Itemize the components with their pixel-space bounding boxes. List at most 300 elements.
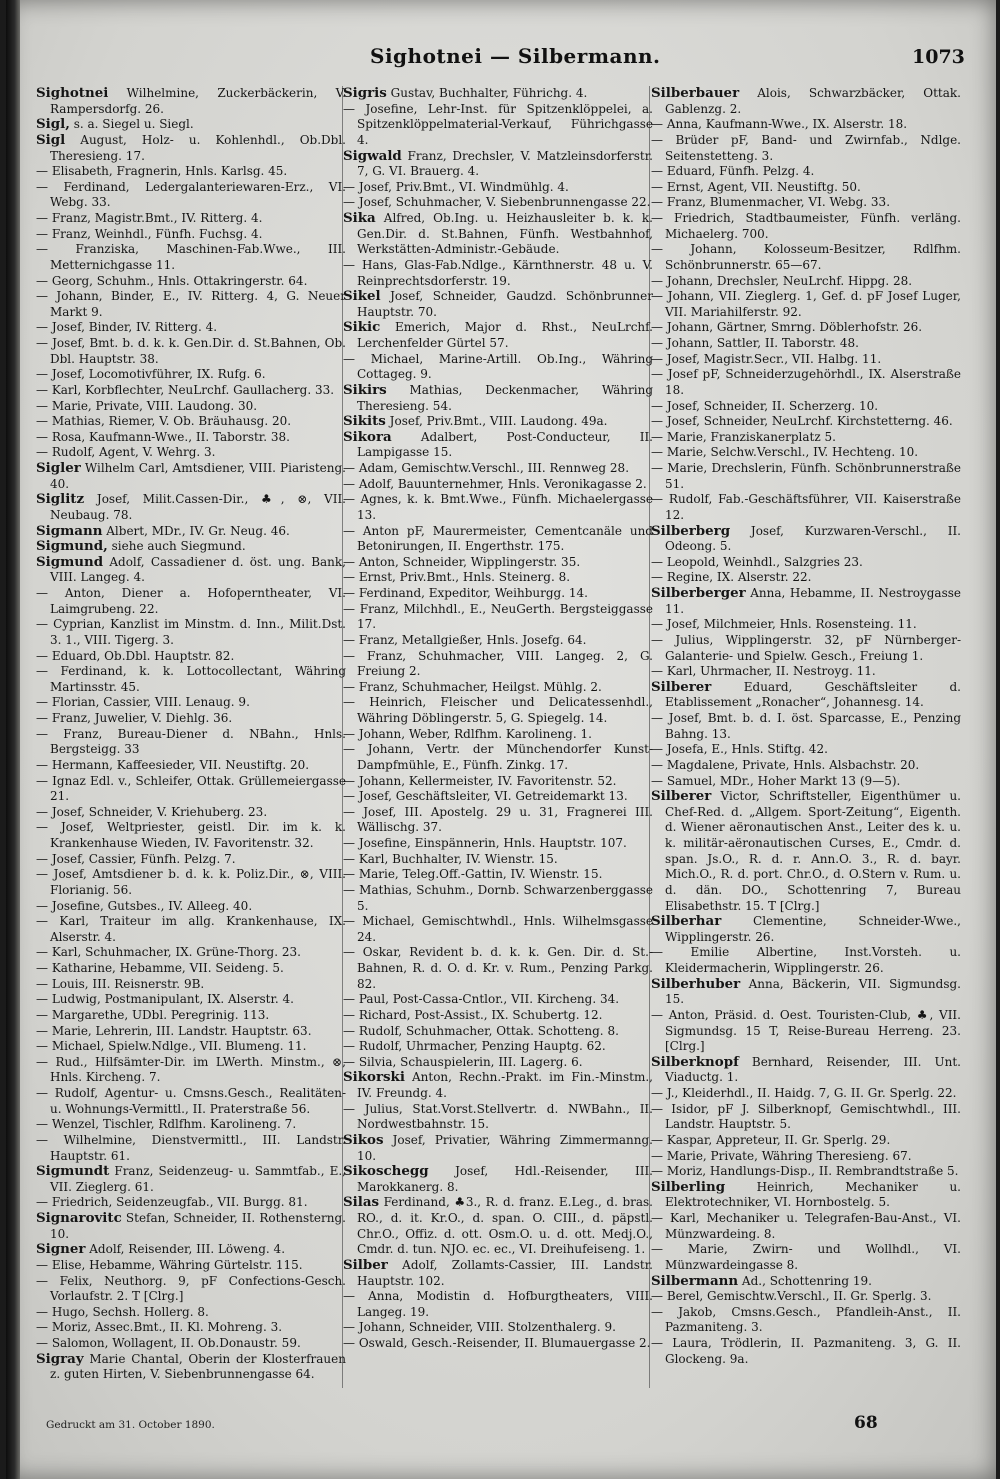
entry-surname: Sigmann bbox=[36, 522, 103, 539]
directory-entry bbox=[343, 602, 653, 633]
entry-text: — Josef, Binder, IV. Ritterg. 4. bbox=[36, 320, 218, 335]
entry-surname: Sikora bbox=[343, 428, 392, 445]
directory-entry bbox=[651, 711, 961, 742]
directory-entry bbox=[36, 492, 346, 523]
entry-surname: Signarovitc bbox=[36, 1210, 122, 1226]
directory-entry bbox=[343, 805, 653, 836]
entry-surname: Silbermann bbox=[651, 1272, 739, 1289]
entry-text: Clementine, Schneider-Wwe., Wipplingerstr. 26. bbox=[665, 914, 961, 944]
entry-text: — Margarethe, UDbl. Peregrinig. 113. bbox=[36, 1007, 270, 1022]
entry-text: Adolf, Reisender, III. Löweng. 4. bbox=[85, 1242, 286, 1257]
entry-text: — Ludwig, Postmanipulant, IX. Alserstr. 4. bbox=[36, 992, 294, 1007]
entry-text: Josef, Milit.Cassen-Dir., ♣, ⊗, VII. Neubaug. 78. bbox=[50, 492, 346, 522]
signature-mark: 68 bbox=[854, 1413, 878, 1433]
entry-text: — Marie, Selchw.Verschl., IV. Hechteng. 10. bbox=[651, 445, 919, 460]
directory-entry bbox=[651, 977, 961, 1008]
directory-entry bbox=[36, 117, 346, 133]
directory-entry bbox=[36, 227, 346, 243]
entry-text: — Josefa, E., Hnls. Stiftg. 42. bbox=[651, 742, 828, 757]
directory-entry bbox=[651, 320, 961, 336]
directory-entry bbox=[651, 758, 961, 774]
directory-entry bbox=[36, 1117, 346, 1133]
directory-entry bbox=[36, 555, 346, 586]
directory-entry bbox=[651, 774, 961, 790]
entry-text: — Georg, Schuhm., Hnls. Ottakringerstr. 64. bbox=[36, 273, 308, 288]
directory-entry bbox=[343, 789, 653, 805]
directory-entry bbox=[36, 945, 346, 961]
entry-text: — Marie, Private, Währing Theresieng. 67. bbox=[651, 1148, 912, 1163]
entry-surname: Silberhar bbox=[651, 913, 722, 930]
entry-text: Josef, Priv.Bmt., VIII. Laudong. 49a. bbox=[385, 414, 608, 429]
entry-text: Gustav, Buchhalter, Führichg. 4. bbox=[386, 86, 588, 100]
directory-entry bbox=[343, 492, 653, 523]
entry-surname: Sika bbox=[343, 210, 376, 226]
entry-text: — Anna, Modistin d. Hofburgtheaters, VIII. Langeg. 19. bbox=[343, 1289, 653, 1319]
directory-entry bbox=[343, 1055, 653, 1071]
directory-entry bbox=[36, 586, 346, 617]
directory-entry bbox=[343, 1336, 653, 1352]
directory-page bbox=[6, 0, 996, 1479]
directory-entry bbox=[36, 820, 346, 851]
entry-text: — Jakob, Cmsns.Gesch., Pfandleih-Anst., II. Pazmaniteng. 3. bbox=[651, 1304, 961, 1335]
directory-entry bbox=[36, 1086, 346, 1117]
entry-text: Victor, Schriftsteller, Eigenthümer u. Chef-Red. d. „Allgem. Sport-Zeitung“, Eigenth. d. Wiener aëronautischen Anst., Leiter des k. u. k. militär-aëronautischen Curses, E., Cmdr. d. span. Js.O., R. d. r. Ann.O. 3., R. d. bayr. Mich.O., R. d. port. Chr.O., d. O.Stern v. Rum. u. d. dän. DO., Schottenring 7, Bureau Elisabethstr. 15. T [Clrg.] bbox=[665, 789, 961, 913]
entry-text: Wilhelmine, Zuckerbäckerin, V. Rampersdorfg. 26. bbox=[50, 86, 346, 116]
entry-text: — Josef, III. Apostelg. 29 u. 31, Fragnerei III. Wällischg. 37. bbox=[343, 804, 653, 835]
entry-text: — Karl, Uhrmacher, II. Nestroyg. 11. bbox=[651, 664, 876, 679]
entry-surname: Sigl bbox=[36, 131, 66, 148]
directory-entry bbox=[36, 1211, 346, 1242]
directory-entry bbox=[36, 430, 346, 446]
entry-text: — Johann, Drechsler, NeuLrchf. Hippg. 28. bbox=[651, 273, 913, 288]
entry-text: — Wenzel, Tischler, Rdlfhm. Karolineng. 7. bbox=[36, 1117, 297, 1132]
directory-entry bbox=[651, 289, 961, 320]
entry-text: — Katharine, Hebamme, VII. Seideng. 5. bbox=[36, 961, 284, 975]
entry-text: — Josef, Weltpriester, geistl. Dir. im k. k. Krankenhause Wieden, IV. Favoritenstr. 32. bbox=[36, 820, 346, 850]
directory-entry bbox=[36, 399, 346, 415]
entry-text: — Richard, Post-Assist., IX. Schubertg. 12. bbox=[343, 1007, 603, 1022]
entry-text: — Rudolf, Agentur- u. Cmsns.Gesch., Realitäten- u. Wohnungs-Vermittl., II. Praterstraße 56. bbox=[36, 1086, 346, 1116]
entry-text: — Felix, Neuthorg. 9, pF Confections-Gesch. Vorlaufstr. 2. T [Clrg.] bbox=[36, 1273, 346, 1304]
entry-surname: Sikel bbox=[343, 288, 381, 305]
directory-entry bbox=[651, 945, 961, 976]
directory-entry bbox=[36, 961, 346, 977]
directory-entry bbox=[36, 711, 346, 727]
entry-surname: Silberberg bbox=[651, 522, 731, 539]
entry-surname: Sigler bbox=[36, 460, 81, 476]
directory-entry bbox=[36, 1195, 346, 1211]
directory-entry bbox=[651, 555, 961, 571]
directory-entry bbox=[343, 352, 653, 383]
directory-entry bbox=[36, 914, 346, 945]
directory-entry bbox=[343, 1039, 653, 1055]
directory-entry bbox=[651, 664, 961, 680]
entry-text: — Hans, Glas-Fab.Ndlge., Kärnthnerstr. 48 u. V. Reinprechtsdorferstr. 19. bbox=[343, 257, 653, 288]
entry-text: — Michael, Marine-Artill. Ob.Ing., Währing Cottageg. 9. bbox=[343, 351, 653, 382]
directory-entry bbox=[651, 1274, 961, 1290]
directory-entry bbox=[651, 1336, 961, 1367]
entry-text: Alfred, Ob.Ing. u. Heizhausleiter b. k. k. Gen.Dir. d. St.Bahnen, Fünfh. Westbahnhof, Werkstätten-Administr.-Gebäude. bbox=[357, 211, 653, 257]
directory-entry bbox=[651, 570, 961, 586]
entry-text: — Rud., Hilfsämter-Dir. im LWerth. Minstm., ⊗, Hnls. Kircheng. 7. bbox=[36, 1054, 346, 1085]
directory-entry bbox=[343, 195, 653, 211]
entry-text: — Paul, Post-Cassa-Cntlor., VII. Kircheng. 34. bbox=[343, 992, 620, 1007]
directory-entry bbox=[36, 1274, 346, 1305]
entry-text: Josef, Schneider, Gaudzd. Schönbrunner Hauptstr. 70. bbox=[357, 289, 653, 319]
entry-text: — Anton pF, Maurermeister, Cementcanäle und Betonirungen, II. Engerthstr. 175. bbox=[343, 523, 653, 554]
entry-surname: Signer bbox=[36, 1241, 86, 1258]
entry-text: — Rudolf, Schuhmacher, Ottak. Schotteng. 8. bbox=[343, 1023, 619, 1038]
directory-entry bbox=[651, 195, 961, 211]
entry-text: Adolf, Zollamts-Cassier, III. Landstr. Hauptstr. 102. bbox=[357, 1257, 653, 1288]
directory-entry bbox=[36, 977, 346, 993]
directory-entry bbox=[651, 1008, 961, 1055]
directory-entry bbox=[651, 1164, 961, 1180]
entry-text: — Johann, Gärtner, Smrng. Döblerhofstr. 26. bbox=[651, 320, 923, 335]
entry-surname: Sikits bbox=[343, 413, 386, 430]
directory-entry bbox=[36, 86, 346, 117]
directory-entry bbox=[343, 477, 653, 493]
entry-text: — Berel, Gemischtw.Verschl., II. Gr. Sperlg. 3. bbox=[651, 1289, 932, 1304]
entry-text: — Mathias, Schuhm., Dornb. Schwarzenberggasse 5. bbox=[343, 882, 653, 913]
directory-entry bbox=[343, 524, 653, 555]
directory-entry bbox=[651, 180, 961, 196]
entry-text: — Silvia, Schauspielerin, III. Lagerg. 6. bbox=[343, 1054, 583, 1069]
directory-entry bbox=[343, 586, 653, 602]
entry-text: Stefan, Schneider, II. Rothensterng. 10. bbox=[50, 1211, 346, 1241]
entry-text: Ferdinand, ♣3., R. d. franz. E.Leg., d. bras. RO., d. it. Kr.O., d. span. O. CIII., d. päpstl. Chr.O., Offiz. d. ott. Osm.O. u. d. ott. Medj.O., Cmdr. d. tun. NJO. ec. ec., VI. Dreihufeiseng. 1. bbox=[357, 1195, 653, 1257]
directory-entry bbox=[651, 274, 961, 290]
entry-surname: Sikoschegg bbox=[343, 1163, 429, 1180]
directory-entry bbox=[36, 852, 346, 868]
entry-text: — Josef, Milchmeier, Hnls. Rosensteing. 11. bbox=[651, 617, 917, 632]
directory-entry bbox=[343, 258, 653, 289]
entry-text: siehe auch Siegmund. bbox=[107, 539, 246, 554]
entry-text: — Wilhelmine, Dienstvermittl., III. Landstr. Hauptstr. 61. bbox=[36, 1132, 346, 1163]
entry-text: — Rosa, Kaufmann-Wwe., II. Taborstr. 38. bbox=[36, 429, 290, 444]
entry-text: — Josef, Geschäftsleiter, VI. Getreidemarkt 13. bbox=[343, 789, 628, 804]
directory-entry bbox=[36, 617, 346, 648]
directory-entry bbox=[36, 1336, 346, 1352]
directory-entry bbox=[651, 133, 961, 164]
page-binding-shadow bbox=[6, 0, 20, 1479]
directory-entry bbox=[651, 164, 961, 180]
entry-text: — Franz, Juwelier, V. Diehlg. 36. bbox=[36, 711, 233, 725]
entry-text: — Ferdinand, k. k. Lottocollectant, Währing Martinsstr. 45. bbox=[36, 664, 346, 694]
directory-entry bbox=[36, 1133, 346, 1164]
entry-text: — Moriz, Assec.Bmt., II. Kl. Mohreng. 3. bbox=[36, 1320, 283, 1335]
entry-text: — Adam, Gemischtw.Verschl., III. Rennweg 28. bbox=[343, 461, 630, 475]
entry-text: — Franz, Weinhdl., Fünfh. Fuchsg. 4. bbox=[36, 226, 263, 241]
directory-entry bbox=[651, 617, 961, 633]
directory-entry bbox=[651, 1211, 961, 1242]
entry-surname: Sigmund bbox=[36, 553, 104, 570]
directory-entry bbox=[343, 914, 653, 945]
entry-text: — Marie, Zwirn- und Wollhdl., VI. Münzwardeingasse 8. bbox=[651, 1242, 961, 1272]
print-date: Gedruckt am 31. October 1890. bbox=[46, 1419, 215, 1431]
entry-text: Anna, Bäckerin, VII. Sigmundsg. 15. bbox=[665, 976, 961, 1007]
entry-text: — Florian, Cassier, VIII. Lenaug. 9. bbox=[36, 695, 250, 710]
entry-text: — Josefine, Lehr-Inst. für Spitzenklöppelei, a. Spitzenklöppelmaterial-Verkauf, Führichgasse 4. bbox=[343, 101, 653, 147]
directory-column-2 bbox=[343, 86, 653, 1352]
entry-text: — Anton, Präsid. d. Oest. Touristen-Club, ♣, VII. Sigmundsg. 15 T, Reise-Bureau Herreng. 23. [Clrg.] bbox=[651, 1007, 961, 1054]
entry-text: — Louis, III. Reisnerstr. 9B. bbox=[36, 976, 205, 991]
directory-entry bbox=[36, 461, 346, 492]
entry-text: Josef, Hdl.-Reisender, III. Marokkanerg. 8. bbox=[357, 1164, 653, 1194]
entry-text: — Johann, Kellermeister, IV. Favoritenstr. 52. bbox=[343, 773, 617, 788]
entry-text: — Salomon, Wollagent, II. Ob.Donaustr. 59. bbox=[36, 1336, 301, 1350]
directory-entry bbox=[343, 180, 653, 196]
entry-text: — Josef, Schuhmacher, V. Siebenbrunnengasse 22. bbox=[343, 195, 651, 210]
entry-surname: Sigris bbox=[343, 85, 387, 101]
directory-entry bbox=[343, 633, 653, 649]
directory-entry bbox=[36, 758, 346, 774]
directory-entry bbox=[651, 633, 961, 664]
entry-text: Eduard, Geschäftsleiter d. Etablissement „Ronacher“, Johannesg. 14. bbox=[665, 679, 961, 710]
entry-surname: Silberer bbox=[651, 678, 712, 695]
directory-entry bbox=[343, 570, 653, 586]
entry-text: — Ernst, Priv.Bmt., Hnls. Steinerg. 8. bbox=[343, 570, 571, 585]
entry-surname: Sikirs bbox=[343, 381, 387, 398]
entry-text: — Laura, Trödlerin, II. Pazmaniteng. 3, G. II. Glockeng. 9a. bbox=[651, 1336, 961, 1366]
directory-entry bbox=[36, 164, 346, 180]
entry-text: — Karl, Traiteur im allg. Krankenhause, IX. Alserstr. 4. bbox=[36, 914, 346, 944]
directory-entry bbox=[36, 274, 346, 290]
directory-entry bbox=[343, 945, 653, 992]
directory-entry bbox=[651, 1133, 961, 1149]
entry-text: — Marie, Private, VIII. Laudong. 30. bbox=[36, 398, 258, 413]
entry-text: — Johann, VII. Zieglerg. 1, Gef. d. pF Josef Luger, VII. Mariahilferstr. 92. bbox=[651, 289, 961, 319]
entry-text: — Franz, Milchhdl., E., NeuGerth. Bergsteiggasse 17. bbox=[343, 601, 653, 632]
directory-entry bbox=[651, 1102, 961, 1133]
directory-entry bbox=[343, 836, 653, 852]
entry-text: Josef, Privatier, Währing Zimmermanng. 10. bbox=[357, 1132, 653, 1163]
entry-text: — Josef, Schneider, V. Kriehuberg. 23. bbox=[36, 804, 268, 819]
entry-text: Albert, MDr., IV. Gr. Neug. 46. bbox=[102, 523, 290, 538]
directory-entry bbox=[36, 774, 346, 805]
entry-text: — Michael, Gemischtwhdl., Hnls. Wilhelmsgasse 24. bbox=[343, 914, 653, 944]
directory-entry bbox=[343, 1008, 653, 1024]
directory-column-1 bbox=[36, 86, 346, 1383]
entry-text: — Ferdinand, Ledergalanteriewaren-Erz., VI. Webg. 33. bbox=[36, 179, 346, 210]
directory-entry bbox=[343, 555, 653, 571]
directory-entry bbox=[651, 789, 961, 914]
directory-entry bbox=[343, 1133, 653, 1164]
entry-text: Heinrich, Mechaniker u. Elektrotechniker, VI. Hornbostelg. 5. bbox=[665, 1179, 961, 1210]
entry-text: — Franz, Magistr.Bmt., IV. Ritterg. 4. bbox=[36, 211, 263, 225]
entry-text: — Elise, Hebamme, Währing Gürtelstr. 115. bbox=[36, 1257, 303, 1272]
running-head: Sighotnei — Silbermann. bbox=[370, 44, 661, 68]
directory-entry bbox=[651, 492, 961, 523]
directory-entry bbox=[343, 383, 653, 414]
entry-text: — Mathias, Riemer, V. Ob. Bräuhausg. 20. bbox=[36, 414, 292, 429]
entry-text: — Karl, Korbflechter, NeuLrchf. Gaullacherg. 33. bbox=[36, 382, 335, 397]
directory-entry bbox=[651, 211, 961, 242]
entry-text: — Anton, Schneider, Wipplingerstr. 35. bbox=[343, 554, 581, 569]
entry-text: Alois, Schwarzbäcker, Ottak. Gablenzg. 2. bbox=[665, 86, 961, 116]
directory-entry bbox=[36, 242, 346, 273]
entry-surname: Silberhuber bbox=[651, 975, 741, 992]
directory-entry bbox=[343, 867, 653, 883]
directory-entry bbox=[343, 1258, 653, 1289]
directory-entry bbox=[36, 445, 346, 461]
entry-surname: Sigwald bbox=[343, 147, 402, 164]
entry-text: — Friedrich, Seidenzeugfab., VII. Burgg. 81. bbox=[36, 1195, 308, 1210]
directory-entry bbox=[651, 461, 961, 492]
entry-surname: Sikorski bbox=[343, 1069, 405, 1086]
directory-entry bbox=[651, 1149, 961, 1165]
entry-text: — Oswald, Gesch.-Reisender, II. Blumauergasse 2. bbox=[343, 1336, 651, 1350]
entry-text: Anton, Rechn.-Prakt. im Fin.-Minstm., IV. Freundg. 4. bbox=[357, 1070, 653, 1100]
entry-text: — Hermann, Kaffeesieder, VII. Neustiftg. 20. bbox=[36, 757, 310, 772]
entry-text: Adalbert, Post-Conducteur, II. Lampigasse 15. bbox=[357, 429, 653, 460]
directory-entry bbox=[36, 727, 346, 758]
directory-entry bbox=[36, 1258, 346, 1274]
entry-surname: Sikos bbox=[343, 1131, 384, 1148]
entry-surname: Sigmundt bbox=[36, 1163, 110, 1180]
entry-text: — Agnes, k. k. Bmt.Wwe., Fünfh. Michaelergasse 13. bbox=[343, 492, 653, 522]
entry-text: Josef, Kurzwaren-Verschl., II. Odeong. 5. bbox=[665, 523, 961, 554]
entry-surname: Sighotnei bbox=[36, 85, 109, 101]
entry-text: — Josef, Priv.Bmt., VI. Windmühlg. 4. bbox=[343, 179, 569, 194]
entry-text: — Rudolf, Fab.-Geschäftsführer, VII. Kaiserstraße 12. bbox=[651, 492, 961, 522]
directory-entry bbox=[651, 1180, 961, 1211]
entry-text: — Franziska, Maschinen-Fab.Wwe., III. Metternichgasse 11. bbox=[36, 242, 346, 272]
directory-entry bbox=[343, 102, 653, 149]
directory-entry bbox=[343, 1195, 653, 1258]
directory-entry bbox=[343, 211, 653, 258]
directory-entry bbox=[651, 352, 961, 368]
directory-entry bbox=[343, 320, 653, 351]
entry-text: — Franz, Schuhmacher, VIII. Langeg. 2, G. Freiung 2. bbox=[343, 648, 653, 679]
entry-text: — Rudolf, Uhrmacher, Penzing Hauptg. 62. bbox=[343, 1039, 606, 1054]
entry-text: — Josef, Cassier, Fünfh. Pelzg. 7. bbox=[36, 851, 236, 866]
directory-entry bbox=[343, 992, 653, 1008]
entry-text: — Michael, Spielw.Ndlge., VII. Blumeng. 11. bbox=[36, 1039, 307, 1054]
directory-entry bbox=[651, 399, 961, 415]
directory-entry bbox=[343, 1070, 653, 1101]
entry-text: — Johann, Vertr. der Münchendorfer Kunst-Dampfmühle, E., Fünfh. Zinkg. 17. bbox=[343, 742, 653, 772]
directory-entry bbox=[343, 461, 653, 477]
entry-text: Franz, Seidenzeug- u. Sammtfab., E., VII. Zieglerg. 61. bbox=[50, 1164, 346, 1194]
entry-text: Emerich, Major d. Rhst., NeuLrchf. Lerchenfelder Gürtel 57. bbox=[357, 320, 653, 350]
entry-text: — Cyprian, Kanzlist im Minstm. d. Inn., Milit.Dst. 3. 1., VIII. Tigerg. 3. bbox=[36, 617, 346, 647]
entry-text: Wilhelm Carl, Amtsdiener, VIII. Piaristeng. 40. bbox=[50, 461, 346, 491]
directory-entry bbox=[651, 1305, 961, 1336]
directory-entry bbox=[36, 899, 346, 915]
entry-text: s. a. Siegel u. Siegl. bbox=[69, 117, 194, 132]
directory-entry bbox=[36, 1164, 346, 1195]
entry-surname: Silas bbox=[343, 1194, 380, 1211]
directory-entry bbox=[343, 1102, 653, 1133]
directory-entry bbox=[343, 727, 653, 743]
directory-entry bbox=[36, 367, 346, 383]
directory-entry bbox=[343, 649, 653, 680]
directory-entry bbox=[36, 133, 346, 164]
entry-text: — Josef, Bmt. b. d. k. k. Gen.Dir. d. St.Bahnen, Ob. Dbl. Hauptstr. 38. bbox=[36, 336, 346, 366]
entry-text: — Franz, Bureau-Diener d. NBahn., Hnls. Bergsteigg. 33 bbox=[36, 726, 346, 757]
entry-surname: Silber bbox=[343, 1256, 388, 1273]
directory-entry bbox=[651, 914, 961, 945]
directory-entry bbox=[343, 852, 653, 868]
directory-entry bbox=[36, 867, 346, 898]
entry-surname: Sigray bbox=[36, 1350, 84, 1367]
entry-text: — Ferdinand, Expeditor, Weihburgg. 14. bbox=[343, 586, 588, 600]
entry-text: — Franz, Metallgießer, Hnls. Josefg. 64. bbox=[343, 632, 587, 647]
directory-entry bbox=[36, 1305, 346, 1321]
directory-entry bbox=[36, 336, 346, 367]
directory-entry bbox=[651, 367, 961, 398]
entry-text: Anna, Hebamme, II. Nestroygasse 11. bbox=[665, 586, 961, 616]
entry-text: — Johann, Weber, Rdlfhm. Karolineng. 1. bbox=[343, 726, 592, 741]
entry-text: — Marie, Franziskanerplatz 5. bbox=[651, 429, 836, 444]
directory-entry bbox=[343, 774, 653, 790]
entry-text: — Hugo, Sechsh. Hollerg. 8. bbox=[36, 1304, 209, 1319]
directory-entry bbox=[36, 695, 346, 711]
directory-entry bbox=[651, 117, 961, 133]
entry-text: — Julius, Stat.Vorst.Stellvertr. d. NWBahn., II. Nordwestbahnstr. 15. bbox=[343, 1101, 653, 1132]
entry-text: — Kaspar, Appreteur, II. Gr. Sperlg. 29. bbox=[651, 1132, 891, 1147]
entry-text: Franz, Drechsler, V. Matzleinsdorferstr. 7, G. VI. Brauerg. 4. bbox=[357, 148, 653, 179]
directory-entry bbox=[343, 1289, 653, 1320]
entry-text: — Friedrich, Stadtbaumeister, Fünfh. verläng. Michaelerg. 700. bbox=[651, 211, 961, 241]
entry-text: — Regine, IX. Alserstr. 22. bbox=[651, 570, 812, 585]
entry-text: Ad., Schottenring 19. bbox=[738, 1273, 872, 1288]
entry-text: — Josef, Locomotivführer, IX. Rufg. 6. bbox=[36, 367, 266, 382]
directory-entry bbox=[343, 742, 653, 773]
directory-entry bbox=[651, 586, 961, 617]
directory-entry bbox=[651, 742, 961, 758]
directory-entry bbox=[651, 680, 961, 711]
entry-text: — Johann, Kolosseum-Besitzer, Rdlfhm. Schönbrunnerstr. 65—67. bbox=[651, 242, 961, 272]
entry-text: Mathias, Deckenmacher, Währing Theresieng. 54. bbox=[357, 382, 653, 413]
entry-text: — Eduard, Ob.Dbl. Hauptstr. 82. bbox=[36, 648, 235, 663]
directory-entry bbox=[343, 430, 653, 461]
entry-text: — Leopold, Weinhdl., Salzgries 23. bbox=[651, 554, 863, 569]
entry-text: — Heinrich, Fleischer und Delicatessenhdl., Währing Döblingerstr. 5, G. Spiegelg. 14. bbox=[343, 695, 653, 725]
entry-text: — Julius, Wipplingerstr. 32, pF Nürnberger-Galanterie- und Spielw. Gesch., Freiung 1. bbox=[651, 632, 961, 663]
directory-entry bbox=[36, 320, 346, 336]
directory-entry bbox=[36, 1008, 346, 1024]
entry-text: — Josef, Magistr.Secr., VII. Halbg. 11. bbox=[651, 351, 882, 366]
directory-entry bbox=[343, 1164, 653, 1195]
directory-entry bbox=[36, 1024, 346, 1040]
entry-surname: Sigl, bbox=[36, 116, 70, 133]
directory-entry bbox=[343, 1320, 653, 1336]
directory-entry bbox=[343, 1024, 653, 1040]
entry-text: — Johann, Binder, E., IV. Ritterg. 4, G. Neuer Markt 9. bbox=[36, 289, 346, 319]
entry-text: — Emilie Albertine, Inst.Vorsteh. u. Kleidermacherin, Wipplingerstr. 26. bbox=[651, 945, 961, 975]
entry-text: — Eduard, Fünfh. Pelzg. 4. bbox=[651, 164, 815, 179]
entry-surname: Silberknopf bbox=[651, 1053, 739, 1070]
entry-surname: Sikic bbox=[343, 319, 381, 336]
directory-entry bbox=[651, 336, 961, 352]
entry-text: — Marie, Drechslerin, Fünfh. Schönbrunnerstraße 51. bbox=[651, 461, 961, 491]
directory-entry bbox=[36, 992, 346, 1008]
entry-text: — Elisabeth, Fragnerin, Hnls. Karlsg. 45. bbox=[36, 164, 288, 179]
directory-entry bbox=[36, 414, 346, 430]
entry-text: — Josef, Schneider, II. Scherzerg. 10. bbox=[651, 398, 879, 413]
entry-surname: Silberbauer bbox=[651, 85, 740, 101]
entry-text: — Marie, Lehrerin, III. Landstr. Hauptstr. 63. bbox=[36, 1023, 312, 1038]
directory-entry bbox=[343, 695, 653, 726]
entry-surname: Silberling bbox=[651, 1178, 726, 1195]
directory-entry bbox=[651, 445, 961, 461]
entry-text: — Magdalene, Private, Hnls. Alsbachstr. 20. bbox=[651, 757, 920, 772]
entry-surname: Silberer bbox=[651, 788, 712, 805]
directory-entry bbox=[36, 1242, 346, 1258]
entry-text: — Josef, Amtsdiener b. d. k. k. Poliz.Dir., ⊗, VIII. Florianig. 56. bbox=[36, 867, 346, 897]
